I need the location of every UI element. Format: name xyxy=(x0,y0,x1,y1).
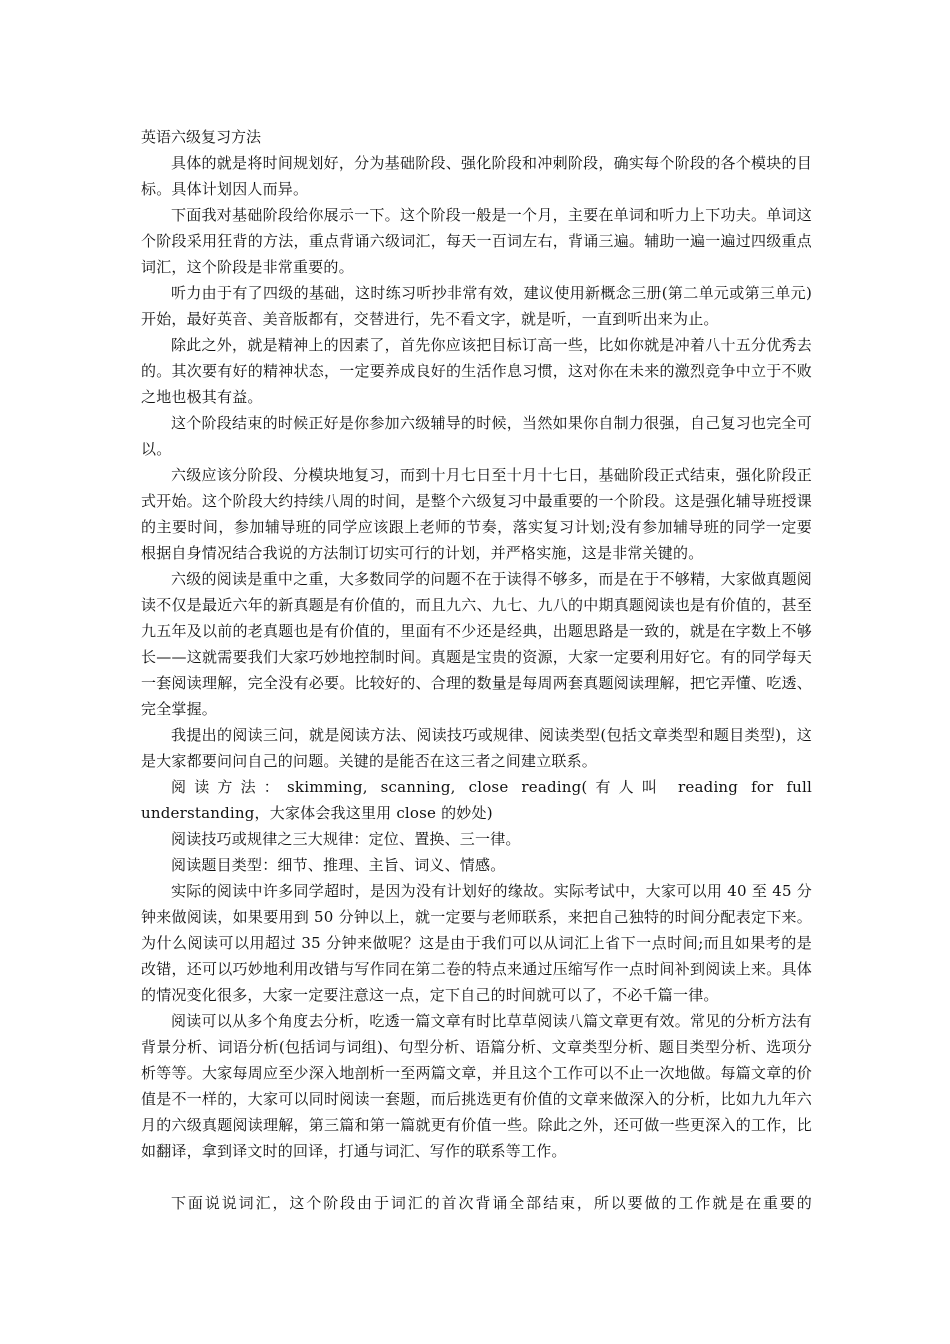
paragraph-vocabulary: 下面说说词汇，这个阶段由于词汇的首次背诵全部结束，所以要做的工作就是在重要的 xyxy=(171,1194,812,1212)
paragraph-mindset: 除此之外，就是精神上的因素了，首先你应该把目标订高一些，比如你就是冲着八十五分优秀去的。其次要有好的精神状态，一定要养成良好的生活作息习惯，这对你在未来的激烈竞争中立于不败之地也极其有益。 xyxy=(141,336,812,406)
paragraph-reading-rules: 阅读技巧或规律之三大规律：定位、置换、三一律。 xyxy=(171,830,521,848)
paragraph-time-planning: 实际的阅读中许多同学超时，是因为没有计划好的缘故。实际考试中，大家可以用 40 至 45 分钟来做阅读，如果要用到 50 分钟以上，就一定要与老师联系，来把自己独特的时间分配表定下来。为什么阅读可以用超过 35 分钟来做呢？这是由于我们可以从词汇上省下一点时间;而且如果考的是改错，还可以巧妙地利用改错与写作同在第二卷的特点来通过压缩写作一点时间补到阅读上来。具体的情况变化很多，大家一定要注意这一点，定下自己的时间就可以了，不必千篇一律。 xyxy=(141,882,812,1004)
paragraph-three-questions: 我提出的阅读三问，就是阅读方法、阅读技巧或规律、阅读类型(包括文章类型和题目类型)，这是大家都要问问自己的问题。关键的是能否在这三者之间建立联系。 xyxy=(141,726,812,770)
paragraph-reading-focus: 六级的阅读是重中之重，大多数同学的问题不在于读得不够多，而是在于不够精，大家做真题阅读不仅是最近六年的新真题是有价值的，而且九六、九七、九八的中期真题阅读也是有价值的，甚至九五年及以前的老真题也是有价值的，里面有不少还是经典，出题思路是一致的，就是在字数上不够长——这就需要我们大家巧妙地控制时间。真题是宝贵的资源，大家一定要利用好它。有的同学每天一套阅读理解，完全没有必要。比较好的、合理的数量是每周两套真题阅读理解，把它弄懂、吃透、完全掌握。 xyxy=(141,570,812,718)
document-page xyxy=(141,124,812,1216)
paragraph-analysis: 阅读可以从多个角度去分析，吃透一篇文章有时比草草阅读八篇文章更有效。常见的分析方法有背景分析、词语分析(包括词与词组)、句型分析、语篇分析、文章类型分析、题目类型分析、选项分析等等。大家每周应至少深入地剖析一至两篇文章，并且这个工作可以不止一次地做。每篇文章的价值是不一样的，大家可以同时阅读一套题，而后挑选更有价值的文章来做深入的分析，比如九九年六月的六级真题阅读理解，第三篇和第一篇就更有价值一些。除此之外，还可做一些更深入的工作，比如翻译，拿到译文时的回译，打通与词汇、写作的联系等工作。 xyxy=(141,1012,812,1160)
paragraph-study-plan: 具体的就是将时间规划好，分为基础阶段、强化阶段和冲刺阶段，确实每个阶段的各个模块的目标。具体计划因人而异。 xyxy=(141,154,812,198)
paragraph-listening: 听力由于有了四级的基础，这时练习听抄非常有效，建议使用新概念三册(第二单元或第三单元)开始，最好英音、美音版都有，交替进行，先不看文字，就是听，一直到听出来为止。 xyxy=(141,284,812,328)
paragraph-stage-end: 这个阶段结束的时候正好是你参加六级辅导的时候，当然如果你自制力很强，自己复习也完全可以。 xyxy=(141,414,812,458)
paragraph-question-types: 阅读题目类型：细节、推理、主旨、词义、情感。 xyxy=(171,856,506,874)
paragraph-reading-methods: 阅读方法：skimming, scanning, close reading(有人叫 reading for full understanding，大家体会我这里用 close 的妙处) xyxy=(141,778,812,822)
paragraph-intensive-stage: 六级应该分阶段、分模块地复习，而到十月七日至十月十七日，基础阶段正式结束，强化阶段正式开始。这个阶段大约持续八周的时间，是整个六级复习中最重要的一个阶段。这是强化辅导班授课的主要时间，参加辅导班的同学应该跟上老师的节奏，落实复习计划;没有参加辅导班的同学一定要根据自身情况结合我说的方法制订切实可行的计划，并严格实施，这是非常关键的。 xyxy=(141,466,812,562)
paragraph-spacer xyxy=(141,1164,812,1190)
paragraph-foundation-stage: 下面我对基础阶段给你展示一下。这个阶段一般是一个月，主要在单词和听力上下功夫。单词这个阶段采用狂背的方法，重点背诵六级词汇，每天一百词左右，背诵三遍。辅助一遍一遍过四级重点词汇，这个阶段是非常重要的。 xyxy=(141,206,812,276)
document-title: 英语六级复习方法 xyxy=(141,128,262,146)
